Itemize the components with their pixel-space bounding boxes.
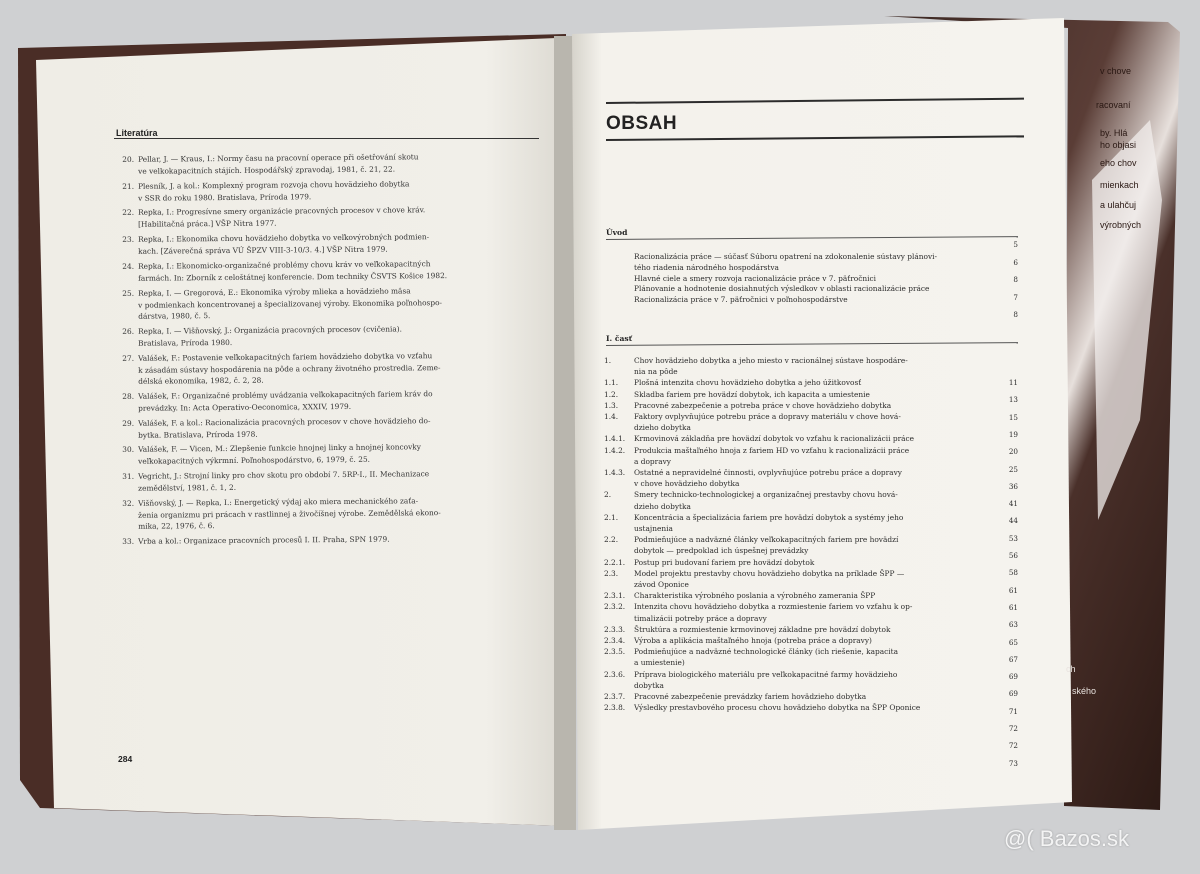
reference-line: ženia organizmu pri prácach v rastlinnej a živočíšnej výrobe. Zemědělská ekono- <box>138 507 441 519</box>
toc-number: 1.4.2. <box>604 445 626 455</box>
toc-part-row <box>604 513 984 524</box>
toc-text: Chov hovädzieho dobytka a jeho miesto v racionálnej sústave hospodáre- <box>634 356 908 365</box>
toc-part-row <box>604 625 984 636</box>
reference-line: délská ekonomika, 1982, č. 2, 28. <box>138 375 264 386</box>
reference-item <box>110 415 431 441</box>
reference-line: kach. [Záverečná správa VÚ ŠPZV VIII-3-10/3. 4.] VŠP Nitra 1979. <box>138 244 388 256</box>
toc-page-number: 19 <box>1008 429 1018 439</box>
toc-text: Charakteristika výrobného poslania a výrobného zamerania ŠPP <box>634 591 876 601</box>
toc-page-number: 61 <box>1008 585 1018 595</box>
toc-number: 1.4.3. <box>604 468 626 477</box>
toc-part-row <box>604 703 984 714</box>
reference-number: 30. <box>122 444 135 455</box>
toc-page-number: 13 <box>1008 395 1018 405</box>
toc-text: dobytka <box>634 680 664 690</box>
toc-part-row <box>604 412 984 423</box>
cover-fragment: racovaní <box>1096 100 1131 110</box>
reference-number: 25. <box>122 288 135 298</box>
reference-number: 33. <box>122 536 135 546</box>
toc-part-row <box>604 479 984 490</box>
toc-page-number: 73 <box>1008 758 1018 768</box>
toc-intro-row <box>604 252 984 263</box>
toc-number: 2.3.2. <box>604 602 626 612</box>
toc-page-number: 56 <box>1008 551 1018 560</box>
toc-part-row <box>604 423 984 434</box>
header-rule <box>114 138 539 139</box>
toc-text: Racionalizácia práce v 7. päťročnici v poľnohospodárstve <box>634 295 848 305</box>
toc-number: 2.3.8. <box>604 703 626 713</box>
toc-part-row <box>604 614 984 625</box>
toc-page-number: 71 <box>1008 706 1018 716</box>
toc-page-number: 36 <box>1008 481 1018 491</box>
reference-number: 24. <box>122 261 135 271</box>
reference-item <box>110 441 421 467</box>
toc-page-number: 8 <box>1013 275 1018 284</box>
reference-text: Vegricht, J.: Strojní linky pro chov skotu pro období 7. 5RP-I., II. Mechanizace <box>138 469 430 481</box>
toc-text: Pracovné zabezpečenie prevádzky fariem hovädzieho dobytka <box>634 692 867 701</box>
toc-part-row <box>604 546 984 557</box>
toc-page-number: 7 <box>1013 292 1018 302</box>
toc-number: 2.2.1. <box>604 557 626 567</box>
cover-fragment: ského <box>1072 686 1097 696</box>
reference-item <box>110 495 441 533</box>
toc-part-row <box>604 401 984 412</box>
toc-page-number: 5 <box>1013 240 1018 249</box>
reference-text: Valášek, F.: Organizačné problémy uvádzania veľkokapacitných fariem kráv do <box>138 388 433 401</box>
toc-part-row <box>604 457 984 468</box>
toc-text: v chove hovädzieho dobytka <box>634 479 740 489</box>
toc-number: 1. <box>604 356 612 365</box>
toc-part-row <box>604 524 984 535</box>
reference-text: Repka, I.: Ekonomicko-organizačné problémy chovu kráv vo veľkokapacitných <box>138 259 431 271</box>
toc-part-row <box>604 502 984 513</box>
reference-line: v SSR do roku 1980. Bratislava, Príroda 1979. <box>138 191 312 203</box>
toc-part-row <box>604 535 984 546</box>
toc-page-number: 65 <box>1008 637 1018 647</box>
reference-line <box>110 323 402 337</box>
reference-number: 27. <box>122 353 135 363</box>
toc-page-number: 72 <box>1008 741 1018 751</box>
toc-page-number: 69 <box>1008 689 1018 699</box>
watermark: @( Bazos.sk <box>1004 826 1130 851</box>
reference-line: veľkokapacitných výkrmní. Poľnohospodárstvo, 6, 1979, č. 25. <box>138 454 371 466</box>
toc-text: Postup pri budovaní fariem pre hovädzí dobytok <box>634 557 815 567</box>
toc-page-number: 8 <box>1013 310 1018 319</box>
reference-text: Valášek, F.: Postavenie veľkokapacitných fariem hovädzieho dobytka vo vzťahu <box>138 350 433 363</box>
toc-text: Intenzita chovu hovädzieho dobytka a rozmiestenie fariem vo vzťahu k op- <box>634 602 913 612</box>
toc-text: Hlavné ciele a smery rozvoja racionalizácie práce v 7. päťročnici <box>634 273 876 283</box>
reference-item <box>110 388 433 414</box>
toc-text: Podmieňujúce a nadväzné technologické články (ich riešenie, kapacita <box>634 647 899 657</box>
toc-page-number: 20 <box>1008 447 1018 457</box>
toc-part-row <box>604 367 984 378</box>
toc-page-number: 44 <box>1008 516 1018 526</box>
toc-text: Faktory ovplyvňujúce potrebu práce a dopravy materiálu v chove hová- <box>634 412 901 421</box>
toc-part-row <box>604 670 984 681</box>
reference-item <box>110 350 441 388</box>
toc-page-number: 58 <box>1008 568 1018 578</box>
cover-fragment: mienkach <box>1100 180 1139 190</box>
toc-text: Smery technicko-technologickej a organizačnej prestavby chovu hová- <box>634 490 898 500</box>
toc-part-row <box>604 434 984 445</box>
reference-item <box>110 205 425 231</box>
cover-fragment: výrobných <box>1100 220 1142 230</box>
toc-text: Koncentrácia a špecializácia fariem pre hovädzí dobytok a systémy jeho <box>634 512 904 522</box>
toc-text: dobytok — predpoklad ich úspešnej prevádzky <box>634 546 809 556</box>
toc-part-row <box>604 692 984 703</box>
toc-number: 2.3.7. <box>604 692 626 701</box>
toc-text: Plošná intenzita chovu hovädzieho dobytka a jeho úžitkovosť <box>634 378 862 388</box>
toc-text: a umiestenie) <box>634 658 685 668</box>
cover-fragment: ch <box>1066 664 1076 674</box>
reference-line: [Habilitačná práca.] VŠP Nitra 1977. <box>138 218 277 229</box>
reference-line <box>110 415 430 429</box>
reference-text: Valášek, F. — Vicen, M.: Zlepšenie funkcie hnojnej linky a hnojnej koncovky <box>138 442 421 454</box>
cover-fragment: eho chov <box>1100 158 1137 168</box>
reference-line: farmách. In: Zborník z celoštátnej konferencie. Dom techniky ČSVTS Košice 1982. <box>138 270 448 283</box>
toc-part-row <box>604 390 984 401</box>
toc-text: Produkcia maštaľného hnoja z fariem HD vo vzťahu k racionalizácii práce <box>634 445 910 455</box>
toc-page-number: 69 <box>1008 672 1018 682</box>
reference-line: zemědělství, 1981, č. 1, 2. <box>138 482 237 493</box>
reference-line: Bratislava, Príroda 1980. <box>138 337 233 348</box>
toc-text: dzieho dobytka <box>634 501 691 511</box>
reference-number: 29. <box>122 418 135 428</box>
toc-text: Výroba a aplikácia maštaľného hnoja (potreba práce a dopravy) <box>634 636 872 645</box>
reference-text: Višňovský, J. — Repka, I.: Energetický výdaj ako miera mechanického zaťa- <box>138 495 419 508</box>
reference-item <box>110 468 429 494</box>
toc-text: Krmovinová základňa pre hovädzí dobytok vo vzťahu k racionalizácii práce <box>634 434 915 444</box>
reference-item <box>110 151 419 177</box>
toc-page-number: 6 <box>1013 257 1018 267</box>
reference-line: k zásadám sústavy hospodárenia na pôde a ochrany životného prostredia. Zeme- <box>138 362 441 374</box>
toc-number: 2.3.3. <box>604 624 626 634</box>
toc-part-row <box>604 636 984 647</box>
toc-number: 1.3. <box>604 400 619 410</box>
toc-number: 1.4.1. <box>604 434 626 444</box>
reference-item <box>110 323 402 349</box>
reference-line <box>110 178 409 192</box>
reference-line: prevádzky. In: Acta Operativo-Oeconomica, XXXIV, 1979. <box>138 401 352 413</box>
reference-text: Repka, I.: Ekonomika chovu hovädzieho dobytka vo veľkovýrobných podmien- <box>138 232 430 244</box>
toc-text: Ostatné a nepravidelné činnosti, ovplyvňujúce potrebu práce a dopravy <box>634 468 902 477</box>
reference-text: Plesník, J. a kol.: Komplexný program rozvoja chovu hovädzieho dobytka <box>138 179 410 191</box>
spine-shadow <box>554 36 576 830</box>
reference-item <box>110 178 410 204</box>
reference-number: 26. <box>122 326 135 336</box>
toc-part-row <box>604 658 984 669</box>
literature-header: Literatúra <box>116 128 158 138</box>
toc-number: 2.3. <box>604 568 619 578</box>
reference-line: bytka. Bratislava, Príroda 1978. <box>138 428 258 439</box>
reference-item <box>110 231 429 257</box>
toc-page-number: 11 <box>1008 378 1018 387</box>
reference-text: Repka, I. — Gregorová, E.: Ekonomika výroby mlieka a hovädzieho mäsa <box>138 285 411 298</box>
toc-text: Skladba fariem pre hovädzí dobytok, ich kapacita a umiestenie <box>634 389 870 399</box>
toc-part-row <box>604 647 984 658</box>
reference-number: 20. <box>122 154 135 164</box>
toc-text: a dopravy <box>634 456 671 466</box>
toc-intro-row <box>604 284 984 295</box>
toc-part-row <box>604 378 984 389</box>
toc-part-row <box>604 468 984 479</box>
toc-page-number: 67 <box>1008 654 1018 664</box>
reference-number: 22. <box>122 208 135 218</box>
reference-number: 28. <box>122 391 135 401</box>
cover-fragment: ho objasi <box>1100 140 1137 150</box>
toc-part-row <box>604 602 984 613</box>
cover-fragment: v chove <box>1100 66 1132 76</box>
toc-page-number: 63 <box>1008 620 1018 630</box>
reference-number: 21. <box>122 181 135 191</box>
toc-page-number: 25 <box>1008 464 1018 474</box>
toc-text: závod Oponice <box>634 580 689 589</box>
toc-number: 1.2. <box>604 389 619 399</box>
toc-part-row <box>604 591 984 602</box>
toc-text: dzieho dobytka <box>634 423 691 433</box>
reference-item <box>110 258 447 284</box>
reference-text: Vrba a kol.: Organizace pracovních procesů I. II. Praha, SPN 1979. <box>138 534 390 546</box>
cover-fragment: a ulahčuj <box>1100 200 1137 210</box>
reference-line: ve velkokapacitních stájích. Hospodářský zpravodaj, 1981, č. 21, 22. <box>138 164 396 176</box>
toc-part-row <box>604 558 984 569</box>
toc-number: 2.3.5. <box>604 647 626 657</box>
toc-page-number: 61 <box>1008 602 1018 612</box>
toc-text: Racionalizácia práce — súčasť Súboru opatrení na zdokonalenie sústavy plánovi- <box>634 252 938 261</box>
toc-text: Príprava biologického materiálu pre veľkokapacitné farmy hovädzieho <box>634 669 898 679</box>
toc-number: 2.3.4. <box>604 636 626 645</box>
toc-intro-row <box>604 263 984 274</box>
reference-line: v podmienkach koncentrovanej a špecializovanej výroby. Ekonomika poľnohospo- <box>138 297 443 309</box>
reference-line: dárstva, 1980, č. 5. <box>138 310 211 321</box>
reference-line <box>110 533 390 547</box>
toc-text: Model projektu prestavby chovu hovädzieho dobytka na príklade ŠPP — <box>634 568 905 578</box>
reference-text: Pellar, J. — Kraus, I.: Normy času na pracovní operace při ošetřování skotu <box>138 152 419 164</box>
toc-number: 2. <box>604 490 612 500</box>
toc-number: 2.3.1. <box>604 591 626 601</box>
reference-text: Valášek, F. a kol.: Racionalizácia pracovných procesov v chove hovädzieho do- <box>138 415 431 428</box>
toc-part-row <box>604 446 984 457</box>
reference-number: 32. <box>122 498 135 508</box>
toc-text: Štruktúra a rozmiestenie krmovinovej základne pre hovädzí dobytok <box>634 624 891 634</box>
toc-text: Podmieňujúce a nadväzné články veľkokapacitných fariem pre hovädzí <box>634 535 899 545</box>
toc-page-number: 15 <box>1008 412 1018 422</box>
toc-number: 1.4. <box>604 412 619 421</box>
toc-number: 2.2. <box>604 535 619 545</box>
toc-text: Výsledky prestavbového procesu chovu hovädzieho dobytka na ŠPP Oponice <box>634 703 921 713</box>
toc-part-row <box>604 490 984 501</box>
toc-text: ustajnenia <box>634 524 673 533</box>
reference-line: mika, 22, 1976, č. 6. <box>138 520 215 531</box>
toc-intro-row <box>604 295 984 306</box>
toc-number: 1.1. <box>604 378 619 388</box>
page-number: 284 <box>118 754 133 764</box>
toc-page-number: 72 <box>1008 724 1018 733</box>
toc-part-row <box>604 356 984 367</box>
toc-title: OBSAH <box>606 113 678 134</box>
reference-item <box>110 285 442 323</box>
toc-part-row <box>604 580 984 591</box>
toc-section-part-one: I. časť <box>606 334 633 343</box>
reference-number: 23. <box>122 234 135 244</box>
toc-number: 2.3.6. <box>604 669 626 679</box>
toc-page-number: 53 <box>1008 533 1018 543</box>
reference-item <box>110 533 390 547</box>
toc-text: nia na pôde <box>634 367 678 377</box>
toc-number: 2.1. <box>604 512 619 522</box>
toc-text: Pracovné zabezpečenie a potreba práce v chove hovädzieho dobytka <box>634 400 892 410</box>
toc-text: timalizácii potreby práce a dopravy <box>634 613 767 623</box>
toc-page-number: 41 <box>1008 499 1018 509</box>
cover-fragment: by. Hlá <box>1100 128 1128 138</box>
toc-intro-row <box>604 274 984 285</box>
toc-text: Plánovanie a hodnotenie dosiahnutých výsledkov v oblasti racionalizácie práce <box>634 284 930 294</box>
toc-part-row <box>604 681 984 692</box>
toc-part-row <box>604 569 984 580</box>
reference-text: Repka, I. — Višňovský, J.: Organizácia pracovných procesov (cvičenia). <box>138 324 403 336</box>
reference-number: 31. <box>122 471 135 481</box>
reference-text: Repka, I.: Progresívne smery organizácie pracovných procesov v chove kráv. <box>138 205 426 218</box>
toc-section-intro: Úvod <box>606 228 628 237</box>
toc-text: tého riadenia národného hospodárstva <box>634 262 779 272</box>
